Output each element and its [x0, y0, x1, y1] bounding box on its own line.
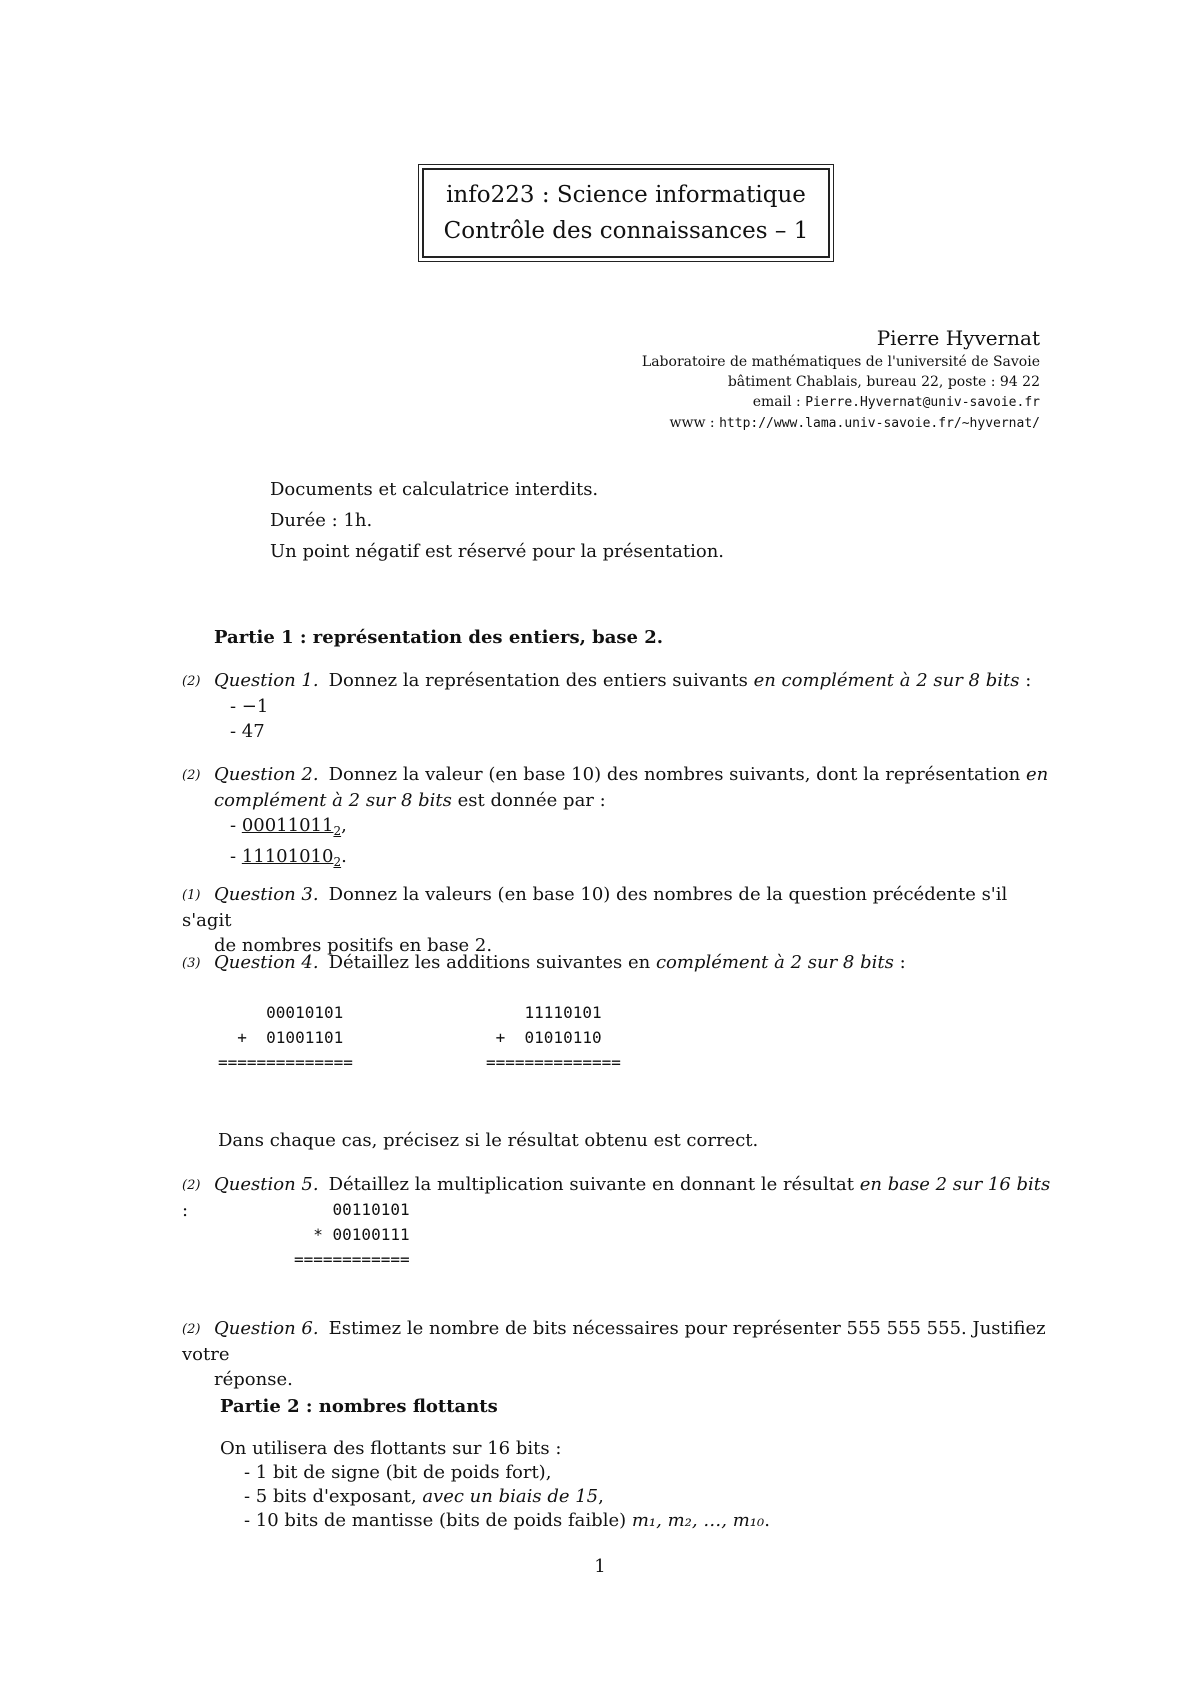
question-3 [182, 882, 1052, 958]
q4-points: (3) [182, 956, 201, 971]
author-affiliation: Laboratoire de mathématiques de l'université de Savoie [641, 354, 1040, 370]
author-email[interactable]: Pierre.Hyvernat@univ-savoie.fr [805, 395, 1040, 410]
q6-points: (2) [182, 1322, 201, 1337]
rule-duration: Durée : 1h. [270, 510, 373, 531]
rule-documents: Documents et calculatrice interdits. [270, 479, 599, 500]
q2-item: - $00011011_2$, [230, 815, 347, 838]
www-label: www : [669, 415, 715, 431]
q2-item: - $11101010_2$. [230, 846, 347, 869]
q5-points: (2) [182, 1178, 201, 1193]
author-email-line [642, 392, 1040, 413]
q3-text: Donnez la valeurs (en base 10) des nombres de la question précédente s'il s'agit [182, 884, 1008, 931]
q1-emphasis: en complément à 2 sur 8 bits [753, 670, 1020, 691]
q5-label: Question 5. [214, 1174, 319, 1195]
multiplication: 00110101 * 00100111 ============ [294, 1200, 410, 1269]
q2-text: Donnez la valeur (en base 10) des nombres suivants, dont la représentation [328, 764, 1021, 785]
page-number: 1 [594, 1556, 606, 1577]
q6-label: Question 6. [214, 1318, 319, 1339]
q6-text: Estimez le nombre de bits nécessaires pour représenter 555 555 555. Justifiez votre [182, 1318, 1046, 1365]
question-6 [182, 1316, 1052, 1392]
question-4: (3) Question 4. Détaillez les additions suivantes en complément à 2 sur 8 bits : [182, 950, 1052, 976]
course-title: info223 : Science informatique [446, 182, 806, 208]
q4-text: Détaillez les additions suivantes en [328, 952, 651, 973]
q1-item: - −1 [230, 696, 269, 717]
q1-item: - 47 [230, 721, 265, 742]
q5-emphasis: en base 2 sur 16 bits [859, 1174, 1051, 1195]
q3-points: (1) [182, 888, 201, 903]
addition-2: 11110101 + 01010110 ============== [486, 1003, 621, 1072]
author-website[interactable]: http://www.lama.univ-savoie.fr/~hyvernat/ [719, 416, 1040, 431]
exam-title: Contrôle des connaissances – 1 [443, 218, 809, 244]
title-box [422, 168, 830, 258]
q6-text2: réponse. [214, 1369, 293, 1390]
q2-label: Question 2. [214, 764, 319, 785]
q1-text: Donnez la représentation des entiers suivants [328, 670, 748, 691]
author-office: bâtiment Chablais, bureau 22, poste : 94 22 [727, 374, 1040, 390]
q4-emphasis: complément à 2 sur 8 bits [655, 952, 894, 973]
q4-note: Dans chaque cas, précisez si le résultat obtenu est correct. [218, 1130, 759, 1151]
q2-points: (2) [182, 768, 201, 783]
part1-title: Partie 1 : représentation des entiers, base 2. [214, 627, 664, 648]
part2-item: - 1 bit de signe (bit de poids fort), [244, 1462, 552, 1483]
author-www-line [642, 413, 1040, 434]
question-1: (2) Question 1. Donnez la représentation des entiers suivants en complément à 2 sur 8 bits : - −1 - 47 [182, 668, 1052, 744]
question-5: (2) Question 5. Détaillez la multiplication suivante en donnant le résultat en base 2 sur 16 bits : [182, 1174, 1051, 1221]
q4-label: Question 4. [214, 952, 319, 973]
part2-intro: On utilisera des flottants sur 16 bits : [220, 1438, 562, 1459]
author-name: Pierre Hyvernat [876, 326, 1040, 350]
q3-label: Question 3. [214, 884, 319, 905]
q1-label: Question 1. [214, 670, 319, 691]
rule-presentation: Un point négatif est réservé pour la présentation. [270, 541, 725, 562]
question-2: (2) Question 2. Donnez la valeur (en base 10) des nombres suivants, dont la représentation en complément à 2 sur 8 bits est donnée par : - $00011011_2$, - $11101010_2$. [182, 762, 1052, 875]
q1-points: (2) [182, 674, 201, 689]
q2-text2: est donnée par : [457, 790, 606, 811]
exam-rules [270, 474, 724, 567]
part2-item: - 10 bits de mantisse (bits de poids faible) m₁, m₂, …, m₁₀. [244, 1510, 770, 1531]
part2-item: - 5 bits d'exposant, avec un biais de 15, [244, 1486, 604, 1507]
email-label: email : [752, 394, 801, 410]
q3-text2: de nombres positifs en base 2. [214, 935, 493, 956]
part2-title: Partie 2 : nombres flottants [220, 1396, 498, 1417]
addition-1: 00010101 + 01001101 ============== [218, 1003, 353, 1072]
author-block [642, 324, 1040, 434]
q2-emphasis: complément à 2 sur 8 bits [214, 790, 452, 811]
q5-text: Détaillez la multiplication suivante en donnant le résultat [328, 1174, 854, 1195]
